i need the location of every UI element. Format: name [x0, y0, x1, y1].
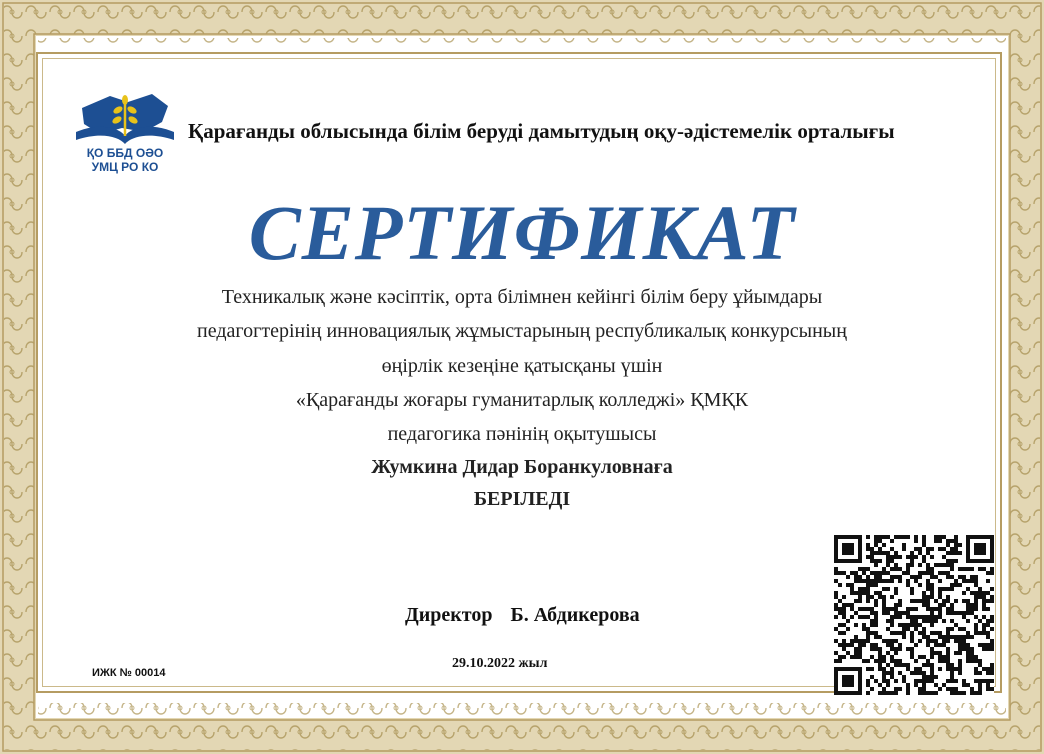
director-name: Б. Абдикерова	[510, 604, 640, 626]
body-line-3: өңірлік кезеңіне қатысқаны үшін	[381, 355, 663, 377]
director-signature-line	[405, 604, 640, 627]
body-line-2: педагогтерінің инновациялық жұмыстарының республикалық конкурсының	[197, 320, 847, 342]
recipient-name: Жумкина Дидар Боранкуловнаға	[371, 456, 673, 478]
body-line-5: педагогика пәнінің оқытушысы	[387, 423, 657, 445]
logo-caption	[70, 146, 180, 174]
registration-number: ИЖК № 00014	[92, 667, 166, 679]
awarded-text: БЕРІЛЕДІ	[473, 488, 571, 510]
logo-caption-ru: УМЦ РО КО	[91, 160, 159, 174]
certificate-title: СЕРТИФИКАТ	[248, 189, 796, 276]
qr-code-icon	[834, 535, 994, 695]
director-label: Директор	[405, 604, 493, 626]
organization-title: Қарағанды облысында білім беруді дамытудың оқу-әдістемелік орталығы	[188, 119, 895, 143]
logo-caption-kz: ҚО ББД ОӘО	[86, 146, 164, 160]
body-line-1: Техникалық және кәсіптік, орта білімнен кейінгі білім беру ұйымдары	[221, 286, 823, 308]
issue-date: 29.10.2022 жыл	[452, 656, 548, 671]
body-line-4: «Қарағанды жоғары гуманитарлық колледжі» ҚМҚК	[295, 389, 749, 411]
